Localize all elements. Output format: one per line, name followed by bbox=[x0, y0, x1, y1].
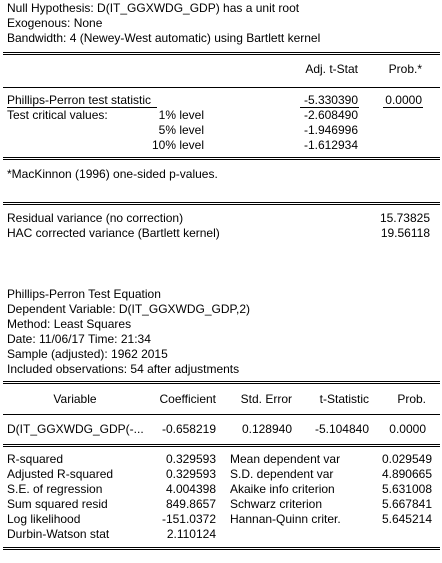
level-value: -1.946996 bbox=[303, 123, 358, 137]
col-std-error: Std. Error bbox=[240, 392, 292, 406]
divider bbox=[3, 381, 440, 384]
stat-value: 2.110124 bbox=[166, 527, 216, 541]
pp-test-prob: 0.0000 bbox=[385, 93, 422, 107]
stat-label: Adjusted R-squared bbox=[7, 467, 114, 481]
divider bbox=[3, 444, 440, 447]
equation-title: Phillips-Perron Test Equation bbox=[7, 287, 161, 301]
coef-variable: D(IT_GGXWDG_GDP(-... bbox=[7, 422, 144, 436]
method-line: Method: Least Squares bbox=[7, 317, 132, 331]
stat-label: Hannan-Quinn criter. bbox=[230, 512, 341, 526]
stat-label: S.D. dependent var bbox=[230, 467, 334, 481]
divider bbox=[3, 202, 440, 205]
pp-test-label: Phillips-Perron test statistic bbox=[7, 93, 152, 107]
stat-value: 5.645214 bbox=[381, 512, 432, 526]
divider bbox=[3, 414, 440, 415]
col-variable: Variable bbox=[53, 392, 97, 406]
stat-value: 0.329593 bbox=[165, 467, 216, 481]
coef-std-error: 0.128940 bbox=[241, 422, 292, 436]
exogenous-line: Exogenous: None bbox=[7, 16, 103, 30]
stat-value: 849.8657 bbox=[165, 497, 216, 511]
col-coefficient: Coefficient bbox=[159, 392, 216, 406]
stat-value: -151.0372 bbox=[161, 512, 216, 526]
stat-label: R-squared bbox=[7, 452, 64, 466]
level-label: 1% level bbox=[158, 108, 204, 122]
sample-line: Sample (adjusted): 1962 2015 bbox=[7, 347, 168, 361]
coef-t-statistic: -5.104840 bbox=[314, 422, 369, 436]
stat-label: Mean dependent var bbox=[230, 452, 341, 466]
observations-line: Included observations: 54 after adjustments bbox=[7, 362, 240, 376]
col-prob: Prob. bbox=[397, 392, 426, 406]
col-prob: Prob.* bbox=[388, 62, 422, 76]
hac-variance-label: HAC corrected variance (Bartlett kernel) bbox=[7, 226, 220, 240]
col-adj-tstat: Adj. t-Stat bbox=[305, 62, 358, 76]
stat-value: 0.329593 bbox=[165, 452, 216, 466]
dependent-variable: Dependent Variable: D(IT_GGXWDG_GDP,2) bbox=[7, 302, 250, 316]
stat-value: 4.004398 bbox=[165, 482, 216, 496]
divider bbox=[3, 52, 440, 55]
null-hypothesis: Null Hypothesis: D(IT_GGXWDG_GDP) has a unit root bbox=[7, 1, 300, 15]
stat-value: 4.890665 bbox=[381, 467, 432, 481]
stat-label: Log likelihood bbox=[7, 512, 81, 526]
stat-value: 5.631008 bbox=[381, 482, 432, 496]
critical-values-label: Test critical values: bbox=[7, 108, 108, 122]
col-t-statistic: t-Statistic bbox=[319, 392, 369, 406]
stat-label: Sum squared resid bbox=[7, 497, 108, 511]
stat-label: Schwarz criterion bbox=[230, 497, 323, 511]
residual-variance-value: 15.73825 bbox=[379, 211, 430, 225]
pp-test-value: -5.330390 bbox=[303, 93, 358, 107]
residual-variance-label: Residual variance (no correction) bbox=[7, 211, 184, 225]
date-time-line: Date: 11/06/17 Time: 21:34 bbox=[7, 332, 151, 346]
divider bbox=[3, 87, 440, 88]
coef-prob: 0.0000 bbox=[389, 422, 426, 436]
level-label: 10% level bbox=[151, 138, 204, 152]
bandwidth-line: Bandwidth: 4 (Newey-West automatic) using Bartlett kernel bbox=[7, 31, 321, 45]
hac-variance-value: 19.56118 bbox=[380, 226, 430, 240]
stat-label: Akaike info criterion bbox=[230, 482, 335, 496]
mackinnon-footnote: *MacKinnon (1996) one-sided p-values. bbox=[7, 167, 218, 181]
coef-coefficient: -0.658219 bbox=[161, 422, 216, 436]
level-value: -2.608490 bbox=[303, 108, 358, 122]
stat-value: 5.667841 bbox=[381, 497, 432, 511]
level-value: -1.612934 bbox=[303, 138, 358, 152]
divider bbox=[3, 157, 440, 160]
stat-label: S.E. of regression bbox=[7, 482, 103, 496]
underline bbox=[383, 107, 423, 108]
level-label: 5% level bbox=[158, 123, 204, 137]
divider bbox=[3, 547, 440, 550]
stat-value: 0.029549 bbox=[381, 452, 432, 466]
stat-label: Durbin-Watson stat bbox=[7, 527, 110, 541]
